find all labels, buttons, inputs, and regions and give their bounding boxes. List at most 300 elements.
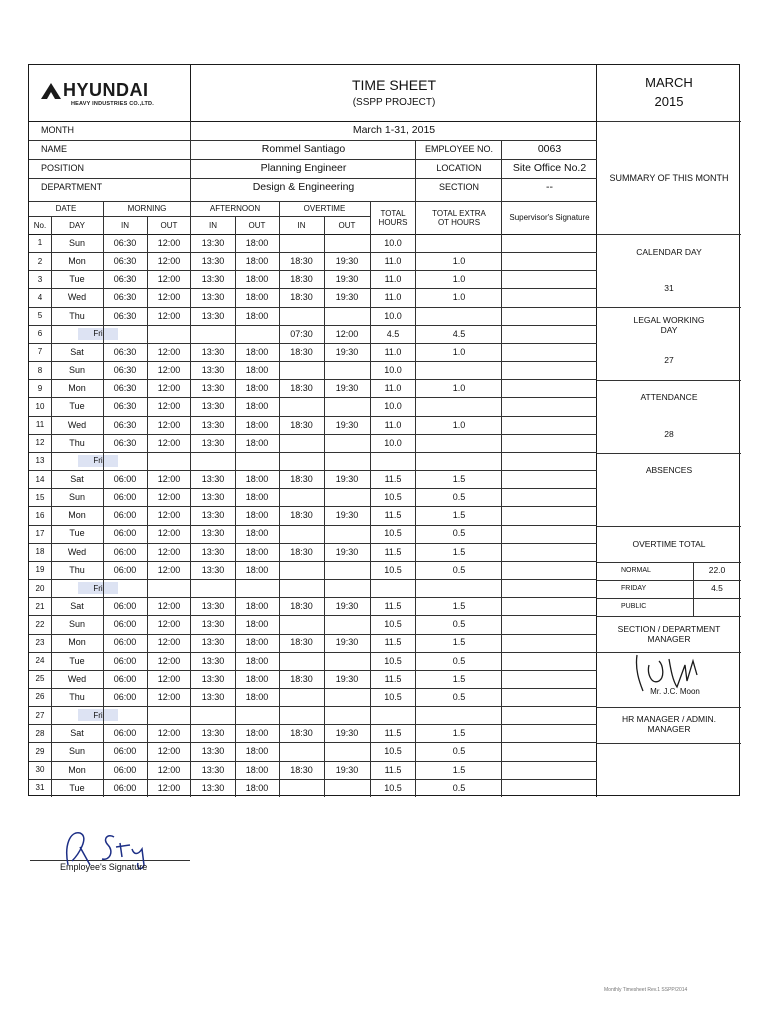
day-cell: Fri — [78, 328, 118, 340]
total-cell: 11.0 — [384, 256, 402, 267]
m-out-cell — [147, 325, 191, 343]
m-out-cell: 12:00 — [157, 637, 181, 648]
m-in-cell: 06:00 — [113, 601, 137, 612]
a-in-cell: 13:30 — [201, 292, 225, 303]
a-out-cell: 18:00 — [245, 510, 269, 521]
day-cell: Wed — [67, 673, 87, 684]
a-out-cell: 18:00 — [245, 401, 269, 412]
a-in-cell: 13:30 — [201, 691, 225, 702]
m-in-cell: 06:30 — [113, 383, 137, 394]
m-out-cell: 12:00 — [157, 746, 181, 757]
period-year: 2015 — [654, 93, 684, 109]
o-out-cell — [324, 579, 370, 597]
m-out-cell: 12:00 — [157, 237, 181, 248]
m-out-cell: 12:00 — [157, 419, 181, 430]
m-out-cell: 12:00 — [157, 619, 181, 630]
extra-cell — [416, 706, 502, 724]
day-cell: Sun — [68, 365, 85, 376]
m-in-cell: 06:00 — [113, 528, 137, 539]
m-out-cell: 12:00 — [157, 292, 181, 303]
extra-cell: 1.0 — [452, 383, 466, 394]
o-in-cell — [279, 652, 324, 670]
header-morning-in: IN — [121, 220, 129, 230]
no-cell: 8 — [37, 365, 43, 375]
m-out-cell: 12:00 — [157, 546, 181, 557]
m-in-cell — [103, 325, 147, 343]
no-cell: 26 — [35, 692, 45, 702]
no-cell: 30 — [35, 765, 45, 775]
m-in-cell: 06:30 — [113, 419, 137, 430]
a-in-cell: 13:30 — [201, 655, 225, 666]
a-out-cell: 18:00 — [245, 564, 269, 575]
overtime-total-label: OVERTIME TOTAL — [632, 539, 706, 550]
o-out-cell — [324, 397, 370, 415]
o-out-cell: 19:30 — [335, 637, 359, 648]
o-out-cell: 19:30 — [335, 601, 359, 612]
a-in-cell: 13:30 — [201, 492, 225, 503]
department-value: Design & Engineering — [252, 181, 355, 194]
a-in-cell: 13:30 — [201, 401, 225, 412]
a-in-cell: 13:30 — [201, 764, 225, 775]
o-out-cell: 19:30 — [335, 764, 359, 775]
a-in-cell: 13:30 — [201, 473, 225, 484]
o-out-cell: 19:30 — [335, 673, 359, 684]
m-out-cell: 12:00 — [157, 764, 181, 775]
day-cell: Sun — [68, 237, 85, 248]
public-value — [693, 598, 741, 616]
a-out-cell: 18:00 — [245, 310, 269, 321]
header-no: No. — [33, 220, 47, 230]
total-cell: 11.5 — [384, 510, 402, 521]
o-in-cell: 18:30 — [290, 346, 313, 357]
a-out-cell: 18:00 — [245, 546, 269, 557]
o-in-cell — [279, 561, 324, 579]
company-name: HYUNDAI — [63, 80, 149, 100]
extra-cell: 0.5 — [452, 528, 466, 539]
o-out-cell — [324, 742, 370, 760]
employee-signature-label: Employee's Signature — [60, 862, 148, 872]
day-cell: Mon — [68, 510, 86, 521]
m-in-cell: 06:30 — [113, 365, 137, 376]
o-in-cell: 18:30 — [290, 673, 313, 684]
extra-cell: 1.0 — [452, 346, 466, 357]
total-cell: 10.0 — [384, 310, 402, 321]
header-date: DATE — [55, 204, 77, 214]
a-out-cell — [235, 325, 279, 343]
o-in-cell: 18:30 — [290, 383, 313, 394]
header-morning-out: OUT — [160, 220, 178, 230]
m-in-cell: 06:00 — [113, 655, 137, 666]
day-cell: Mon — [68, 256, 86, 267]
extra-cell: 0.5 — [452, 619, 466, 630]
no-cell: 5 — [37, 311, 43, 321]
extra-cell: 1.5 — [452, 510, 466, 521]
a-out-cell — [235, 452, 279, 470]
total-cell: 10.5 — [384, 746, 402, 757]
attendance-value: 28 — [664, 429, 674, 440]
a-in-cell: 13:30 — [201, 419, 225, 430]
legal-working-day-label: LEGAL WORKING DAY — [633, 315, 705, 335]
o-in-cell — [279, 615, 324, 633]
total-cell: 11.0 — [384, 292, 402, 303]
attendance-label: ATTENDANCE — [640, 392, 698, 403]
o-out-cell: 19:30 — [335, 546, 359, 557]
extra-cell: 0.5 — [452, 564, 466, 575]
total-cell: 10.5 — [384, 619, 402, 630]
day-cell: Tue — [69, 274, 85, 285]
name-value: Rommel Santiago — [261, 143, 346, 156]
m-in-cell: 06:00 — [113, 746, 137, 757]
company-logo — [41, 80, 191, 120]
day-cell: Sun — [68, 492, 85, 503]
total-cell: 10.5 — [384, 528, 402, 539]
extra-cell: 1.5 — [452, 473, 466, 484]
absences-label: ABSENCES — [645, 465, 693, 476]
no-cell: 20 — [35, 583, 45, 593]
a-in-cell — [191, 706, 235, 724]
m-in-cell: 06:30 — [113, 437, 137, 448]
o-in-cell — [279, 779, 324, 797]
total-cell: 11.0 — [384, 383, 402, 394]
no-cell: 1 — [37, 238, 43, 248]
extra-cell: 1.0 — [452, 274, 466, 285]
day-cell: Sat — [70, 601, 84, 612]
extra-cell: 1.5 — [452, 546, 466, 557]
o-out-cell: 19:30 — [335, 256, 359, 267]
m-in-cell: 06:30 — [113, 346, 137, 357]
no-cell: 18 — [35, 547, 45, 557]
no-cell: 17 — [35, 529, 45, 539]
m-in-cell: 06:00 — [113, 637, 137, 648]
m-out-cell: 12:00 — [157, 528, 181, 539]
extra-cell: 1.5 — [452, 728, 466, 739]
o-out-cell: 12:00 — [335, 328, 359, 339]
a-out-cell: 18:00 — [245, 437, 269, 448]
a-in-cell: 13:30 — [201, 546, 225, 557]
a-out-cell: 18:00 — [245, 782, 269, 793]
extra-cell: 0.5 — [452, 746, 466, 757]
o-out-cell — [324, 452, 370, 470]
a-out-cell: 18:00 — [245, 655, 269, 666]
calendar-day-value: 31 — [664, 283, 674, 294]
m-out-cell: 12:00 — [157, 673, 181, 684]
no-cell: 27 — [35, 710, 45, 720]
month-label: MONTH — [41, 125, 74, 136]
a-in-cell: 13:30 — [201, 619, 225, 630]
header-afternoon: AFTERNOON — [209, 204, 261, 214]
no-cell: 21 — [35, 601, 45, 611]
total-cell: 11.5 — [384, 473, 402, 484]
no-cell: 19 — [35, 565, 45, 575]
total-cell: 11.5 — [384, 728, 402, 739]
m-in-cell: 06:00 — [113, 564, 137, 575]
m-out-cell: 12:00 — [157, 274, 181, 285]
employee-no-value: 0063 — [537, 143, 562, 156]
extra-cell: 1.5 — [452, 601, 466, 612]
day-cell: Fri — [78, 582, 118, 594]
extra-cell: 0.5 — [452, 782, 466, 793]
total-cell: 11.0 — [384, 419, 402, 430]
o-in-cell — [279, 579, 324, 597]
extra-cell — [416, 434, 502, 452]
summary-title: SUMMARY OF THIS MONTH — [609, 172, 729, 183]
a-out-cell: 18:00 — [245, 237, 269, 248]
o-out-cell — [324, 561, 370, 579]
m-in-cell: 06:30 — [113, 292, 137, 303]
header-day: DAY — [69, 220, 85, 230]
o-in-cell — [279, 488, 324, 506]
a-in-cell: 13:30 — [201, 365, 225, 376]
o-out-cell — [324, 307, 370, 325]
location-value: Site Office No.2 — [512, 162, 587, 175]
no-cell: 31 — [35, 783, 45, 793]
no-cell: 23 — [35, 638, 45, 647]
extra-cell: 1.5 — [452, 673, 466, 684]
total-cell: 11.5 — [384, 601, 402, 612]
total-cell: 10.5 — [384, 655, 402, 666]
o-out-cell: 19:30 — [335, 274, 359, 285]
extra-cell — [416, 397, 502, 415]
a-in-cell — [191, 579, 235, 597]
m-in-cell: 06:30 — [113, 310, 137, 321]
day-cell: Mon — [68, 383, 86, 394]
a-out-cell: 18:00 — [245, 365, 269, 376]
o-out-cell: 19:30 — [335, 510, 359, 521]
friday-value: 4.5 — [711, 583, 723, 594]
day-cell: Sun — [68, 746, 85, 757]
o-in-cell — [279, 234, 324, 252]
day-cell: Thu — [69, 691, 85, 702]
a-out-cell: 18:00 — [245, 673, 269, 684]
m-out-cell: 12:00 — [157, 492, 181, 503]
a-out-cell: 18:00 — [245, 419, 269, 430]
header-total-extra: TOTAL EXTRA OT HOURS — [432, 208, 486, 227]
no-cell: 28 — [35, 728, 45, 738]
header-afternoon-in: IN — [209, 220, 217, 230]
o-in-cell — [279, 525, 324, 543]
no-cell: 7 — [37, 347, 43, 357]
extra-cell: 1.5 — [452, 764, 466, 775]
o-in-cell: 18:30 — [290, 473, 313, 484]
a-in-cell: 13:30 — [201, 673, 225, 684]
m-out-cell: 12:00 — [157, 401, 181, 412]
a-out-cell: 18:00 — [245, 528, 269, 539]
total-cell — [370, 579, 416, 597]
day-cell: Wed — [67, 546, 87, 557]
header-overtime: OVERTIME — [303, 204, 346, 214]
o-out-cell — [324, 615, 370, 633]
no-cell: 15 — [35, 492, 45, 502]
o-out-cell — [324, 488, 370, 506]
day-cell: Tue — [69, 782, 85, 793]
total-cell: 11.5 — [384, 546, 402, 557]
o-in-cell: 18:30 — [290, 728, 313, 739]
a-in-cell: 13:30 — [201, 510, 225, 521]
extra-cell: 0.5 — [452, 691, 466, 702]
m-in-cell: 06:30 — [113, 237, 137, 248]
m-out-cell: 12:00 — [157, 346, 181, 357]
extra-cell — [416, 452, 502, 470]
m-in-cell: 06:00 — [113, 473, 137, 484]
a-out-cell: 18:00 — [245, 383, 269, 394]
department-label: DEPARTMENT — [41, 182, 103, 193]
o-out-cell — [324, 434, 370, 452]
m-out-cell: 12:00 — [157, 655, 181, 666]
day-cell: Tue — [69, 528, 85, 539]
o-out-cell — [324, 234, 370, 252]
total-cell: 10.0 — [384, 401, 402, 412]
extra-cell — [416, 361, 502, 379]
day-cell: Sat — [70, 473, 84, 484]
no-cell: 22 — [35, 619, 45, 629]
o-in-cell: 18:30 — [290, 274, 313, 285]
m-out-cell — [147, 706, 191, 724]
o-out-cell: 19:30 — [335, 383, 359, 394]
normal-label: NORMAL — [621, 566, 651, 574]
a-in-cell: 13:30 — [201, 637, 225, 648]
o-in-cell: 07:30 — [290, 328, 313, 339]
no-cell: 4 — [37, 292, 43, 302]
m-out-cell: 12:00 — [157, 728, 181, 739]
a-out-cell: 18:00 — [245, 473, 269, 484]
o-in-cell: 18:30 — [290, 256, 313, 267]
a-in-cell: 13:30 — [201, 256, 225, 267]
header-supervisor: Supervisor's Signature — [509, 213, 590, 223]
o-in-cell: 18:30 — [290, 419, 313, 430]
a-out-cell: 18:00 — [245, 619, 269, 630]
day-cell: Sun — [68, 619, 85, 630]
company-subtitle: HEAVY INDUSTRIES CO.,LTD. — [71, 101, 154, 107]
a-in-cell: 13:30 — [201, 346, 225, 357]
o-out-cell — [324, 652, 370, 670]
a-in-cell: 13:30 — [201, 782, 225, 793]
total-cell — [370, 706, 416, 724]
header-total-hours: TOTAL HOURS — [378, 208, 408, 227]
m-out-cell: 12:00 — [157, 383, 181, 394]
o-out-cell: 19:30 — [335, 419, 359, 430]
a-out-cell: 18:00 — [245, 256, 269, 267]
o-out-cell: 19:30 — [335, 473, 359, 484]
extra-cell — [416, 234, 502, 252]
o-in-cell — [279, 452, 324, 470]
day-cell: Fri — [78, 455, 118, 467]
m-in-cell: 06:30 — [113, 256, 137, 267]
o-in-cell: 18:30 — [290, 292, 313, 303]
day-cell: Wed — [67, 292, 87, 303]
a-out-cell: 18:00 — [245, 746, 269, 757]
m-in-cell: 06:00 — [113, 782, 137, 793]
no-cell: 2 — [37, 256, 43, 266]
o-in-cell — [279, 742, 324, 760]
m-in-cell: 06:00 — [113, 728, 137, 739]
a-out-cell: 18:00 — [245, 691, 269, 702]
o-in-cell: 18:30 — [290, 637, 313, 648]
sheet-title: TIME SHEET — [351, 76, 436, 93]
position-value: Planning Engineer — [260, 162, 347, 175]
header-afternoon-out: OUT — [248, 220, 266, 230]
m-in-cell: 06:00 — [113, 764, 137, 775]
o-in-cell: 18:30 — [290, 601, 313, 612]
o-in-cell: 18:30 — [290, 510, 313, 521]
section-value: -- — [546, 181, 553, 194]
o-in-cell — [279, 706, 324, 724]
a-out-cell: 18:00 — [245, 492, 269, 503]
no-cell: 6 — [37, 329, 43, 339]
m-out-cell: 12:00 — [157, 782, 181, 793]
extra-cell: 0.5 — [452, 492, 466, 503]
m-in-cell: 06:00 — [113, 619, 137, 630]
o-out-cell: 19:30 — [335, 346, 359, 357]
o-out-cell — [324, 706, 370, 724]
a-out-cell — [235, 706, 279, 724]
day-cell: Thu — [69, 310, 85, 321]
a-in-cell: 13:30 — [201, 274, 225, 285]
no-cell: 11 — [35, 420, 45, 430]
a-out-cell: 18:00 — [245, 274, 269, 285]
m-in-cell: 06:00 — [113, 546, 137, 557]
no-cell: 25 — [35, 674, 45, 684]
a-out-cell: 18:00 — [245, 601, 269, 612]
employee-no-label: EMPLOYEE NO. — [424, 144, 494, 155]
extra-cell: 1.0 — [452, 419, 466, 430]
extra-cell — [416, 307, 502, 325]
a-out-cell: 18:00 — [245, 346, 269, 357]
extra-cell: 4.5 — [452, 328, 466, 339]
m-in-cell: 06:30 — [113, 401, 137, 412]
a-in-cell: 13:30 — [201, 237, 225, 248]
a-in-cell: 13:30 — [201, 437, 225, 448]
m-in-cell: 06:00 — [113, 673, 137, 684]
total-cell — [370, 452, 416, 470]
extra-cell: 0.5 — [452, 655, 466, 666]
header-overtime-out: OUT — [338, 220, 356, 230]
extra-cell: 1.0 — [452, 256, 466, 267]
day-cell: Tue — [69, 655, 85, 666]
footer-note: Monthly Timesheet Rev.1 SSPP/2014 — [604, 987, 688, 993]
a-in-cell: 13:30 — [201, 310, 225, 321]
m-in-cell: 06:30 — [113, 274, 137, 285]
month-value: March 1-31, 2015 — [352, 124, 436, 137]
m-in-cell: 06:00 — [113, 691, 137, 702]
no-cell: 24 — [35, 656, 45, 666]
absences-value — [597, 490, 741, 526]
day-cell: Mon — [68, 637, 86, 648]
o-in-cell — [279, 397, 324, 415]
o-out-cell — [324, 525, 370, 543]
friday-label: FRIDAY — [621, 584, 647, 592]
day-cell: Thu — [69, 564, 85, 575]
m-out-cell: 12:00 — [157, 601, 181, 612]
m-out-cell — [147, 579, 191, 597]
day-cell: Thu — [69, 437, 85, 448]
location-label: LOCATION — [436, 163, 482, 174]
total-cell: 10.0 — [384, 237, 402, 248]
total-cell: 11.0 — [384, 346, 402, 357]
total-cell: 11.5 — [384, 673, 402, 684]
total-cell: 11.5 — [384, 764, 402, 775]
o-in-cell — [279, 307, 324, 325]
position-label: POSITION — [41, 163, 85, 174]
no-cell: 3 — [37, 274, 43, 284]
public-label: PUBLIC — [621, 602, 647, 610]
a-in-cell: 13:30 — [201, 564, 225, 575]
o-in-cell — [279, 434, 324, 452]
a-in-cell — [191, 325, 235, 343]
hyundai-triangle-icon — [41, 83, 61, 99]
m-out-cell: 12:00 — [157, 365, 181, 376]
a-out-cell: 18:00 — [245, 292, 269, 303]
a-out-cell: 18:00 — [245, 728, 269, 739]
